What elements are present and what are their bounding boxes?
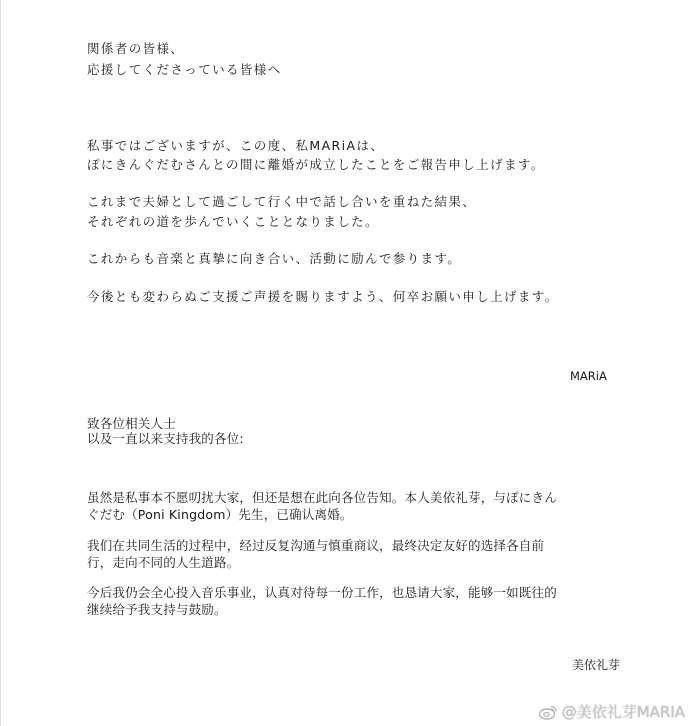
cn-greeting-line-2: 以及一直以来支持我的各位:	[87, 431, 244, 446]
jp-signature: MARiA	[570, 369, 607, 383]
jp-greeting-line-2: 応援してくださっている皆様へ	[87, 62, 282, 77]
cn-paragraph-line: 虽然是私事本不愿叨扰大家，但还是想在此向各位告知。本人美依礼芽，与ぽにきん	[87, 490, 557, 505]
jp-greeting-line-1: 関係者の皆様、	[87, 41, 185, 56]
jp-paragraph-line: それぞれの道を歩んでいくこととなりました。	[87, 214, 379, 229]
cn-signature: 美依礼芽	[572, 658, 621, 672]
jp-paragraph-line: これまで夫婦として過ごして行く中で話し合いを重ねた結果、	[87, 194, 477, 209]
watermark-text: @美依礼芽MARIA	[561, 703, 685, 721]
cn-paragraph-line: 今后我仍会全心投入音乐事业，认真对待每一份工作，也恳请大家，能够一如既往的	[87, 585, 557, 600]
jp-paragraph-line: ぽにきんぐだむさんとの間に離婚が成立したことをご報告申し上げます。	[87, 157, 545, 172]
cn-paragraph-line: 继续给予我支持与鼓励。	[87, 602, 227, 617]
cn-paragraph-line: ぐだむ（Poni Kingdom）先生，已确认离婚。	[87, 507, 353, 522]
weibo-icon	[538, 704, 558, 720]
jp-paragraph-line: 私事ではございますが、この度、私MARiAは、	[87, 138, 385, 153]
jp-paragraph-line: これからも音楽と真摯に向き合い、活動に励んで参ります。	[87, 251, 462, 266]
cn-greeting-line-1: 致各位相关人士	[87, 416, 176, 431]
weibo-watermark	[538, 701, 685, 722]
jp-paragraph-line: 今後とも変わらぬご支援ご声援を賜りますよう、何卒お願い申し上げます。	[87, 289, 559, 304]
cn-paragraph-line: 我们在共同生活的过程中，经过反复沟通与慎重商议，最终决定友好的选择各自前	[87, 538, 545, 553]
cn-paragraph-line: 行，走向不同的人生道路。	[87, 555, 240, 570]
